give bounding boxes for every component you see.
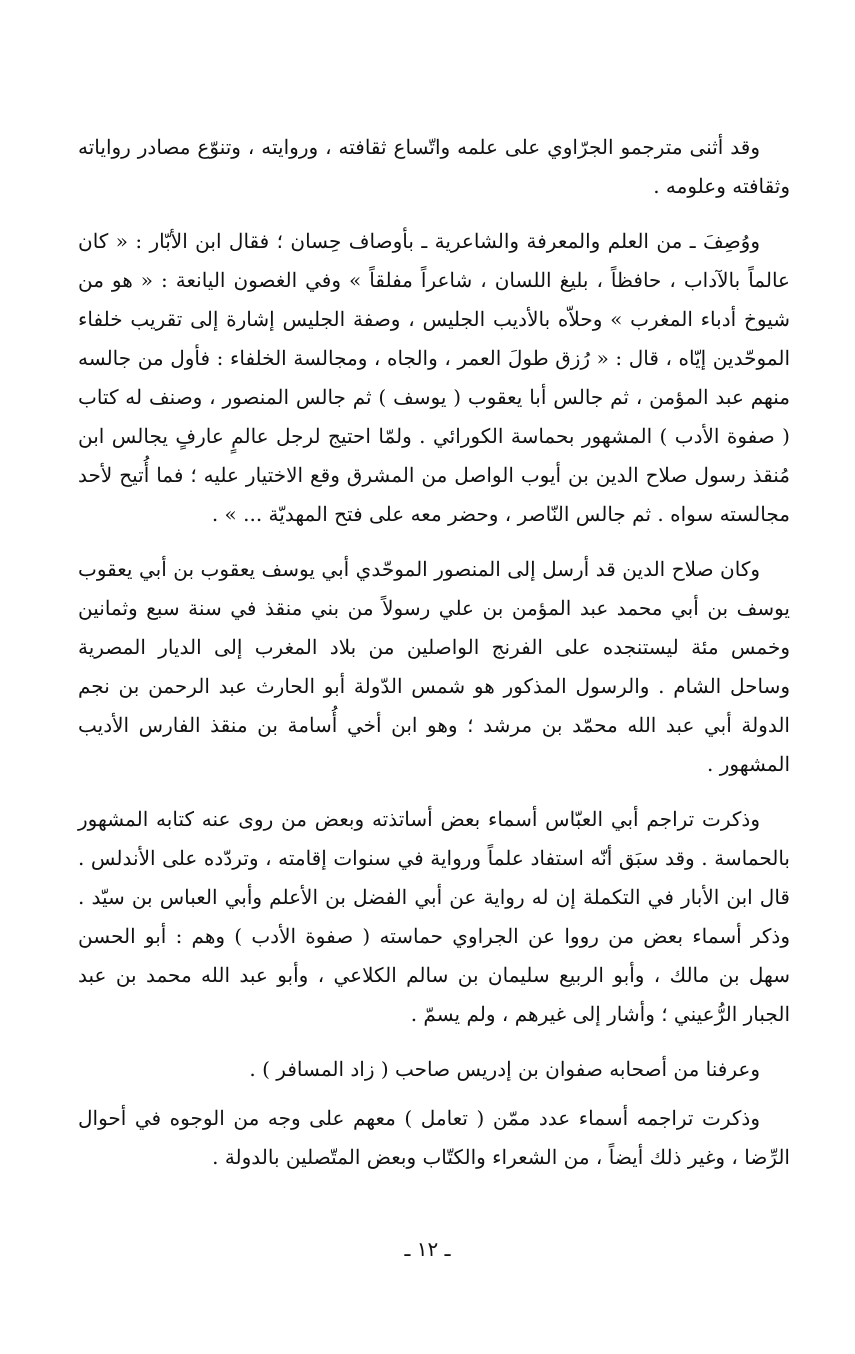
paragraph-saladin-envoy: وكان صلاح الدين قد أرسل إلى المنصور الموحّدي أبي يوسف يعقوب بن أبي يعقوب يوسف بن أبي محمد عبد المؤمن بن علي رسولاً من بني منقذ في سنة سبع وثمانين وخمس مئة ليستنجده على الفرنج الواصلين من بلاد المغرب إلى الديار المصرية وساحل الشام . والرسول المذكور هو شمس الدّولة أبو الحارث عبد الرحمن بن نجم الدولة أبي عبد الله محمّد بن مرشد ؛ وهو ابن أخي أُسامة بن منقذ الفارس الأديب المشهور . xyxy=(78,557,790,776)
page-body xyxy=(78,128,790,1238)
paragraph-description: ووُصِفَ ـ من العلم والمعرفة والشاعرية ـ بأوصاف حِسان ؛ فقال ابن الأبّار : « كان عالماً بالآداب ، حافظاً ، بليغ اللسان ، شاعراً مفلقاً » وفي الغصون اليانعة : « هو من شيوخ أدباء المغرب » وحلاّه بالأديب الجليس ، وصفة الجليس إشارة إلى تقريب خلفاء الموحّدين إيّاه ، قال : « رُزق طولَ العمر ، والجاه ، ومجالسة الخلفاء : فأول من جالسه منهم عبد المؤمن ، ثم جالس أبا يعقوب ( يوسف ) ثم جالس المنصور ، وصنف له كتاب ( صفوة الأدب ) المشهور بحماسة الكورائي . ولمّا احتيج لرجل عالمٍ عارفٍ يجالس ابن مُنقذ رسول صلاح الدين بن أيوب الواصل من المشرق وقع الاختيار عليه ؛ فما أُتيح لأحد مجالسته سواه . ثم جالس النّاصر ، وحضر معه على فتح المهديّة ... » . xyxy=(78,229,790,526)
paragraph-praise: وقد أثنى مترجمو الجرّاوي على علمه واتّساع ثقافته ، وروايته ، وتنوّع مصادر رواياته وثقافته وعلومه . xyxy=(78,135,790,198)
paragraph-dealings: وذكرت تراجمه أسماء عدد ممّن ( تعامل ) معهم على وجه من الوجوه في أحوال الرِّضا ، وغير ذلك أيضاً ، من الشعراء والكتّاب وبعض المتّصلين بالدولة . xyxy=(78,1106,790,1169)
paragraph-companions: وعرفنا من أصحابه صفوان بن إدريس صاحب ( زاد المسافر ) . xyxy=(249,1057,760,1081)
page-number: ـ ١٢ ـ xyxy=(404,1237,451,1261)
paragraph-teachers: وذكرت تراجم أبي العبّاس أسماء بعض أساتذته وبعض من روى عنه كتابه المشهور بالحماسة . وقد سبَق أنّه استفاد علماً ورواية في سنوات إقامته ، وتردّده على الأندلس . قال ابن الأبار في التكملة إن له رواية عن أبي الفضل بن الأعلم وأبي العباس بن سيّد . وذكر أسماء بعض من رووا عن الجراوي حماسته ( صفوة الأدب ) وهم : أبو الحسن سهل بن مالك ، وأبو الربيع سليمان بن سالم الكلاعي ، وأبو عبد الله محمد بن عبد الجبار الرُّعيني ؛ وأشار إلى غيرهم ، ولم يسمّ . xyxy=(78,807,790,1026)
